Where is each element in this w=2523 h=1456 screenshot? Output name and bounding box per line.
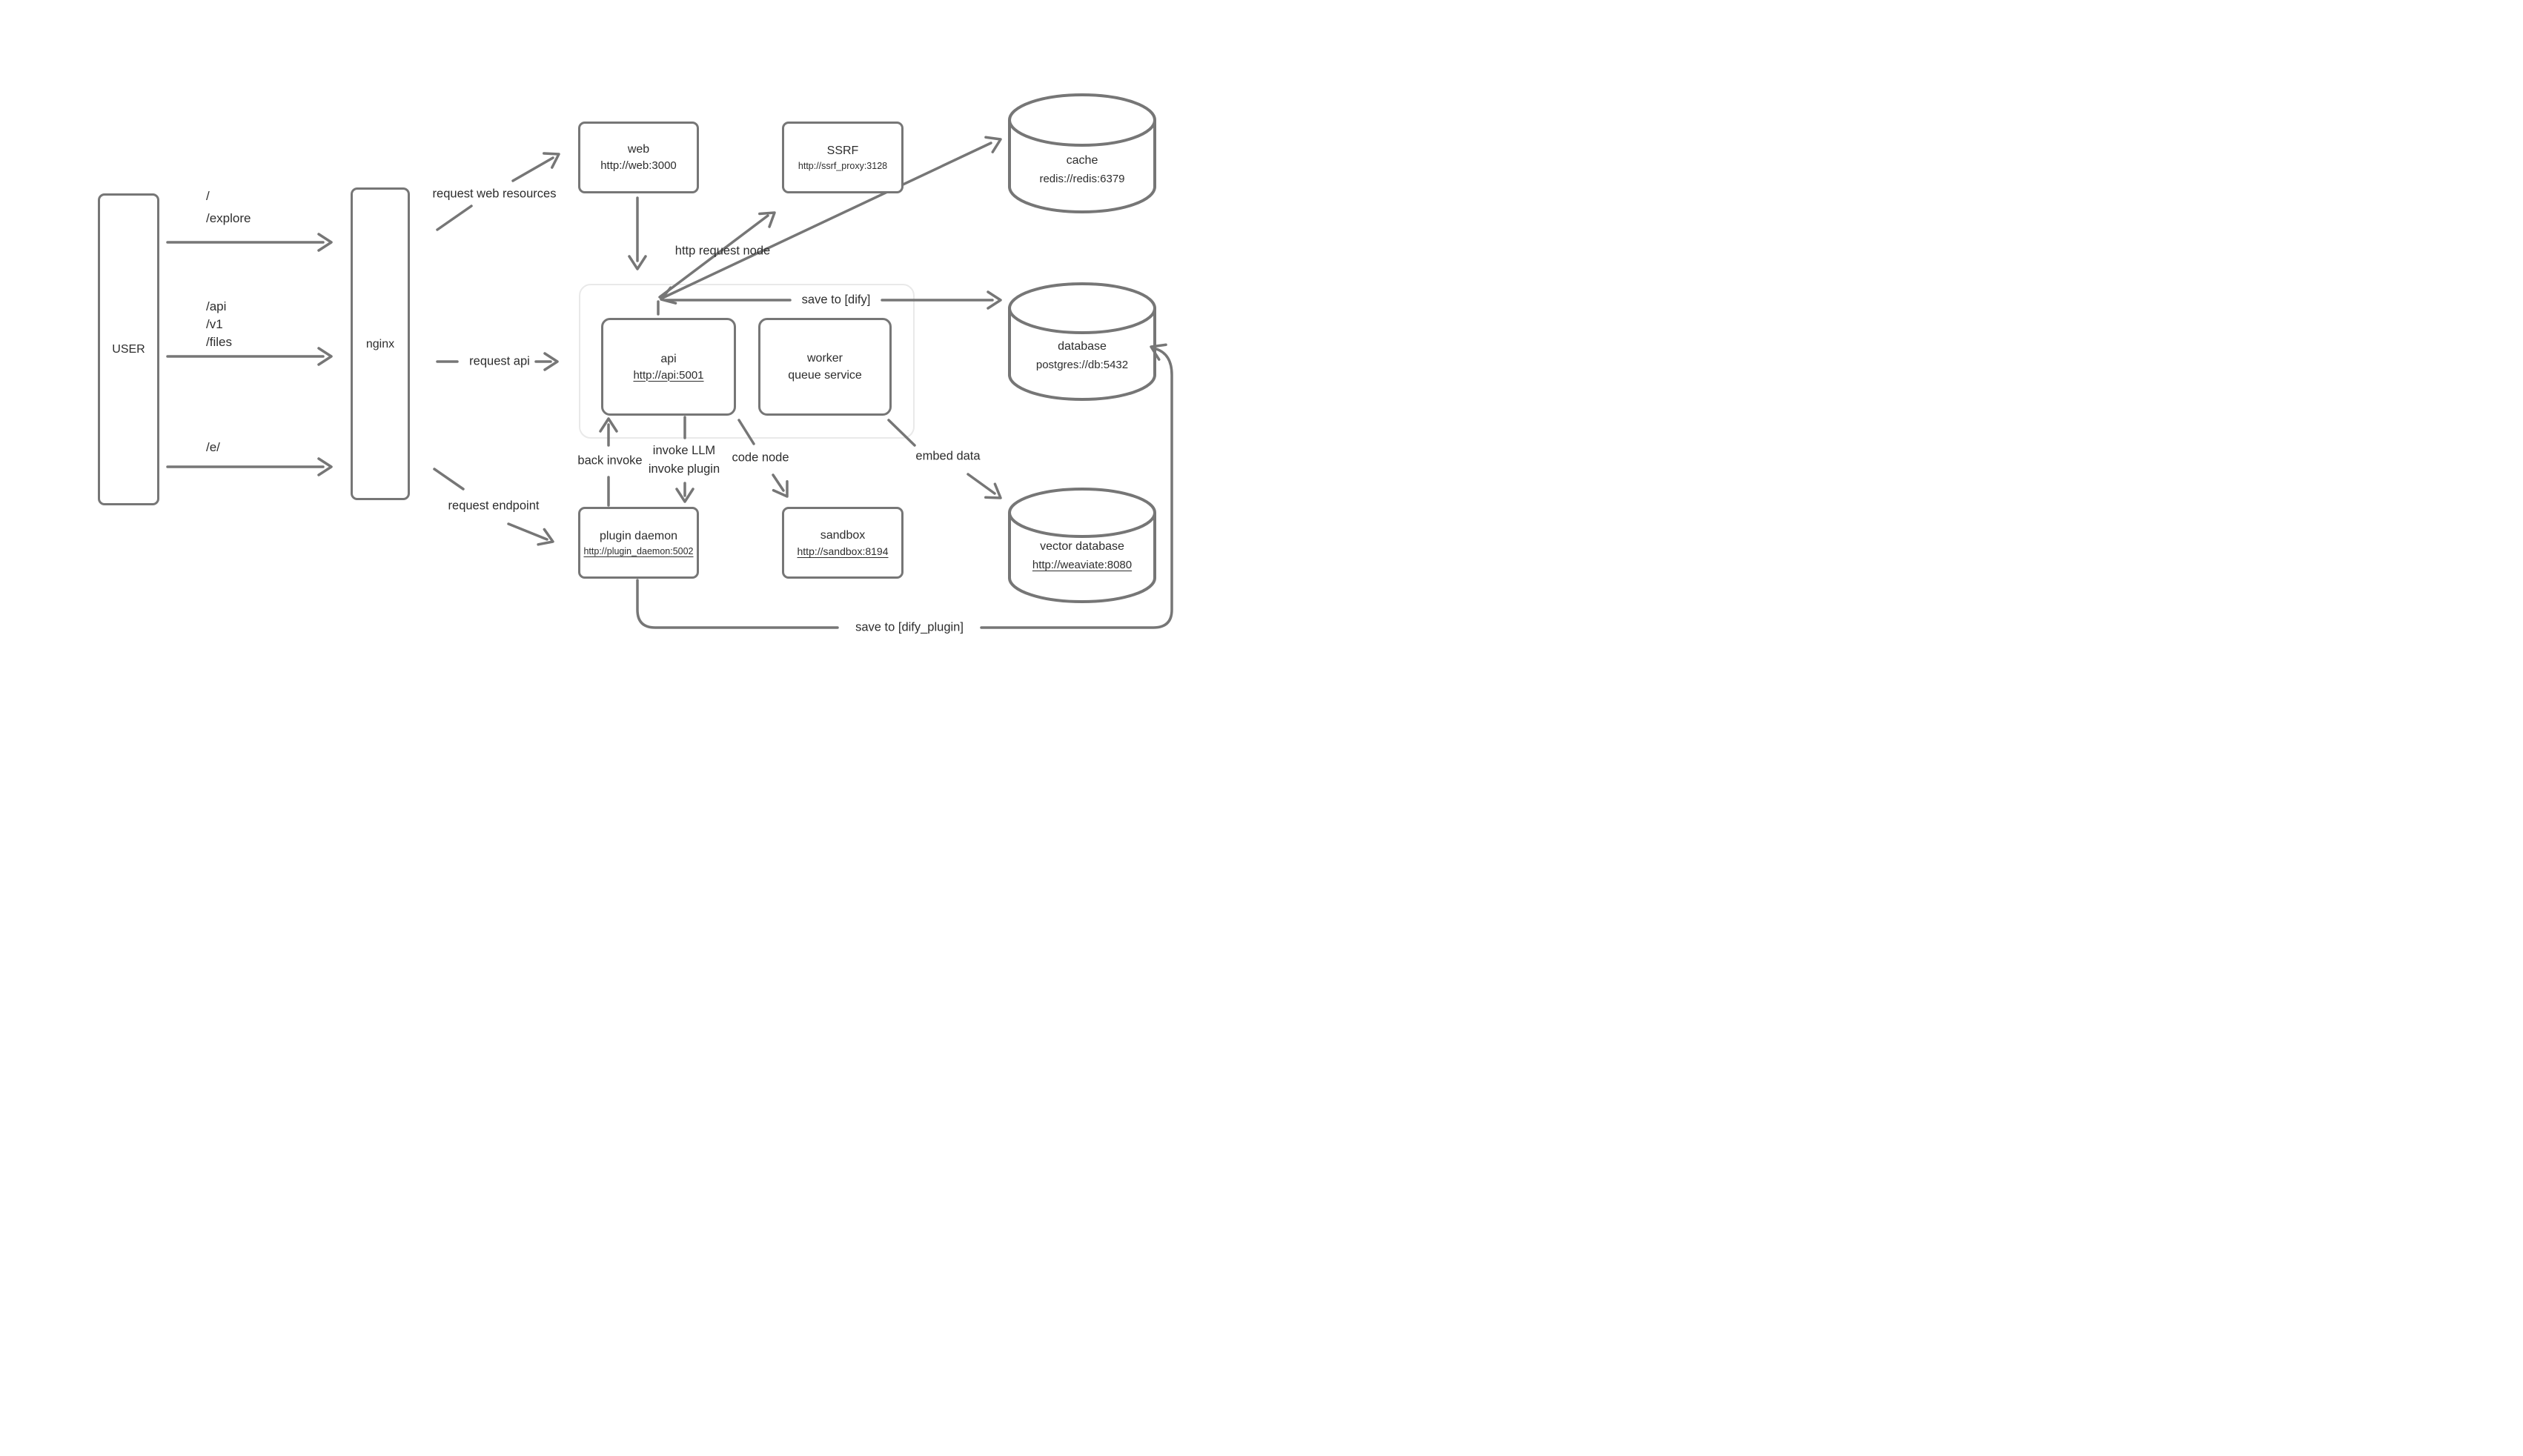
node-web <box>578 122 699 193</box>
ssrf-url: http://ssrf_proxy:3128 <box>798 160 888 171</box>
route-root: / <box>206 189 210 203</box>
sandbox-label: sandbox <box>820 528 866 542</box>
edge-label-save-to-dify: save to [dify] <box>796 293 877 308</box>
route-label-web <box>206 185 251 230</box>
route-api: /api <box>206 299 227 313</box>
node-sandbox <box>782 507 904 579</box>
plugin-daemon-label: plugin daemon <box>600 529 677 542</box>
dash-embed-data <box>889 420 915 445</box>
arrowhead-api-ssrf <box>760 206 780 227</box>
web-url: http://web:3000 <box>600 159 677 172</box>
cache-label: cache <box>1066 154 1098 167</box>
edge-label-http-request-node: http request node <box>674 244 771 258</box>
arrow-code-node <box>773 475 783 491</box>
arrow-save-to-dify-plugin-left <box>637 580 838 628</box>
edge-label-invoke-llm: invoke LLM <box>652 444 716 457</box>
edge-label-code-node: code node <box>732 451 789 465</box>
vector-database-label: vector database <box>1040 540 1124 553</box>
nginx-label: nginx <box>365 337 395 350</box>
route-v1: /v1 <box>206 317 223 331</box>
edge-label-save-to-dify-plugin: save to [dify_plugin] <box>849 621 969 635</box>
node-ssrf <box>782 122 904 193</box>
node-user <box>98 193 159 505</box>
api-url: http://api:5001 <box>633 368 704 382</box>
edge-label-invoke-plugin: invoke plugin <box>648 462 720 476</box>
ssrf-label: SSRF <box>826 144 859 157</box>
route-label-endpoint <box>206 439 220 456</box>
node-nginx <box>351 187 410 500</box>
cache-url: redis://redis:6379 <box>1039 173 1125 185</box>
arrowhead-api-cache <box>986 132 1004 152</box>
node-worker <box>758 318 892 416</box>
route-files: /files <box>206 335 232 349</box>
vector-database-url: http://weaviate:8080 <box>1032 559 1133 571</box>
route-e: /e/ <box>206 440 220 454</box>
dash-code-node <box>739 420 754 444</box>
sandbox-url: http://sandbox:8194 <box>797 545 889 557</box>
plugin-daemon-url: http://plugin_daemon:5002 <box>583 545 694 556</box>
node-database <box>1008 338 1156 373</box>
route-label-api <box>206 298 232 351</box>
node-plugin-daemon <box>578 507 699 579</box>
database-label: database <box>1058 340 1107 353</box>
node-api <box>601 318 736 416</box>
edge-label-embed-data: embed data <box>915 449 981 463</box>
arrow-embed-data <box>968 474 995 493</box>
web-label: web <box>627 143 650 156</box>
edge-label-invoke <box>649 442 720 479</box>
edge-label-request-endpoint: request endpoint <box>448 499 540 513</box>
dash-request-endpoint <box>434 469 463 489</box>
api-label: api <box>660 352 677 365</box>
database-url: postgres://db:5432 <box>1035 359 1129 371</box>
worker-label: worker <box>806 352 843 365</box>
user-label: USER <box>112 343 145 356</box>
architecture-diagram <box>0 0 1262 728</box>
arrow-request-web-resources <box>513 158 553 181</box>
edge-label-request-web-resources: request web resources <box>432 187 557 201</box>
node-vector-database <box>1008 538 1156 574</box>
arrow-request-endpoint <box>508 524 547 539</box>
dash-request-web-resources <box>437 206 471 230</box>
worker-sublabel: queue service <box>788 369 862 382</box>
edge-label-request-api: request api <box>469 354 530 368</box>
node-cache <box>1008 152 1156 187</box>
edge-label-back-invoke: back invoke <box>577 453 643 468</box>
route-explore: /explore <box>206 211 251 225</box>
